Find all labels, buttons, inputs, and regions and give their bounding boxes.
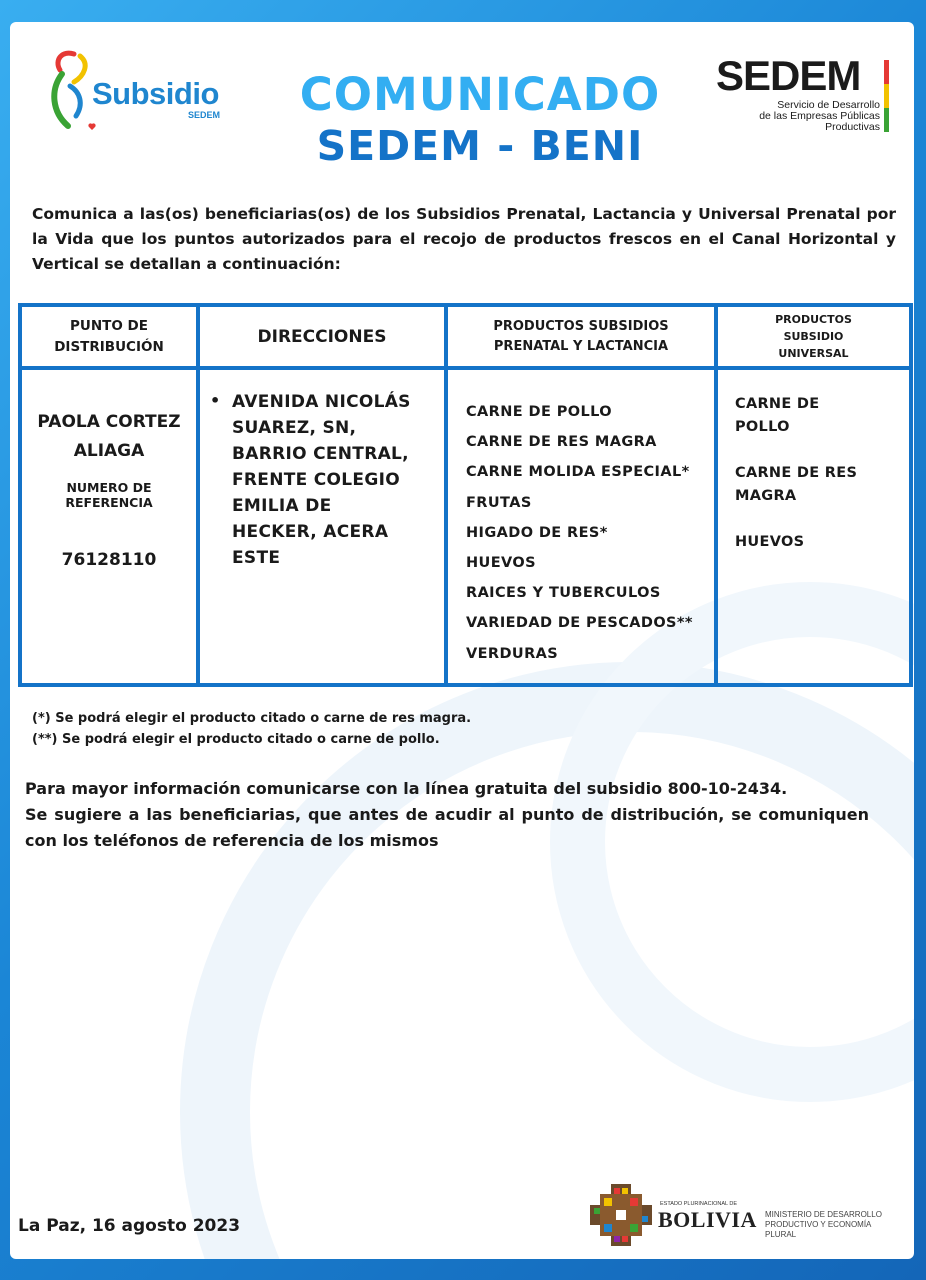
list-item: CARNE DE [735,396,820,412]
bolivia-label: BOLIVIA [658,1207,757,1232]
reference-number: 76128110 [61,550,157,570]
logo-wordmark: Subsidio [92,76,219,111]
list-item: CARNE MOLIDA ESPECIAL* [466,464,690,481]
header-direcciones: DIRECCIONES [257,326,387,347]
bullet-icon: • [210,391,221,410]
reference-label: NUMERO DE REFERENCIA [65,480,153,510]
footnotes [32,708,471,750]
estado-label: ESTADO PLURINACIONAL DE [660,1201,738,1207]
list-item: MAGRA [735,488,797,504]
flag-bars-icon [884,60,889,132]
list-item: CARNE DE RES [735,465,858,481]
list-item: CARNE DE RES MAGRA [466,434,657,451]
subsidio-logo [40,46,240,141]
info-line: Para mayor información comunicarse con la línea gratuita del subsidio 800-10-2434. [25,779,788,798]
logo-subtext: SEDEM [188,110,221,120]
chakana-emblem-icon [590,1184,652,1246]
punto-cell [22,370,196,570]
address-text: AVENIDA NICOLÁS SUAREZ, SN, BARRIO CENTRAL, FRENTE COLEGIO EMILIA DE HECKER, ACERA ESTE [232,392,411,568]
distribution-table [18,303,913,687]
list-item: VARIEDAD DE PESCADOS** [466,615,693,632]
footnote: (**) Se podrá elegir el producto citado o carne de pollo. [32,732,440,747]
list-item: HIGADO DE RES* [466,524,608,541]
header-prenatal: PRODUCTOS SUBSIDIOS PRENATAL Y LACTANCIA [493,318,669,354]
prenatal-products-cell [466,370,714,669]
point-name: PAOLA CORTEZ ALIAGA [37,412,181,461]
title-comunicado: COMUNICADO [299,68,661,121]
government-logo [590,1179,900,1249]
document-card [10,22,914,1259]
sedem-subtitle: Servicio de Desarrollo de las Empresas Públicas Productivas [759,99,880,133]
info-paragraph [25,776,869,854]
universal-products-cell [735,370,909,554]
header-universal: PRODUCTOS SUBSIDIO UNIVERSAL [775,313,852,360]
ministerio-label: MINISTERIO DE DESARROLLO PRODUCTIVO Y ECONOMÍA PLURAL [765,1210,882,1239]
date-text: La Paz, 16 agosto 2023 [18,1216,241,1236]
sedem-logo [710,52,900,132]
header-punto: PUNTO DE DISTRIBUCIÓN [54,317,164,355]
intro-paragraph: Comunica a las(os) beneficiarias(os) de los Subsidios Prenatal, Lactancia y Universal Prenatal por la Vida que los puntos autorizados para el recojo de productos frescos en el Canal Horizontal y Vertical se detallan a continuación: [32,205,896,273]
list-item: CARNE DE POLLO [466,404,612,420]
mother-figure-icon [40,46,100,136]
footnote: (*) Se podrá elegir el producto citado o carne de res magra. [32,711,472,726]
list-item: POLLO [735,419,790,435]
list-item: FRUTAS [466,494,532,511]
info-line: Se sugiere a las beneficiarias, que antes de acudir al punto de distribución, se comuniquen con los teléfonos de referencia de los mismos [25,805,869,850]
list-item: HUEVOS [735,534,805,550]
list-item: HUEVOS [466,555,536,572]
sedem-wordmark: SEDEM [716,52,861,99]
address-cell [210,370,442,571]
list-item: VERDURAS [466,645,559,662]
list-item: RAICES Y TUBERCULOS [466,585,661,602]
title-sedem-beni: SEDEM - BENI [316,122,644,170]
